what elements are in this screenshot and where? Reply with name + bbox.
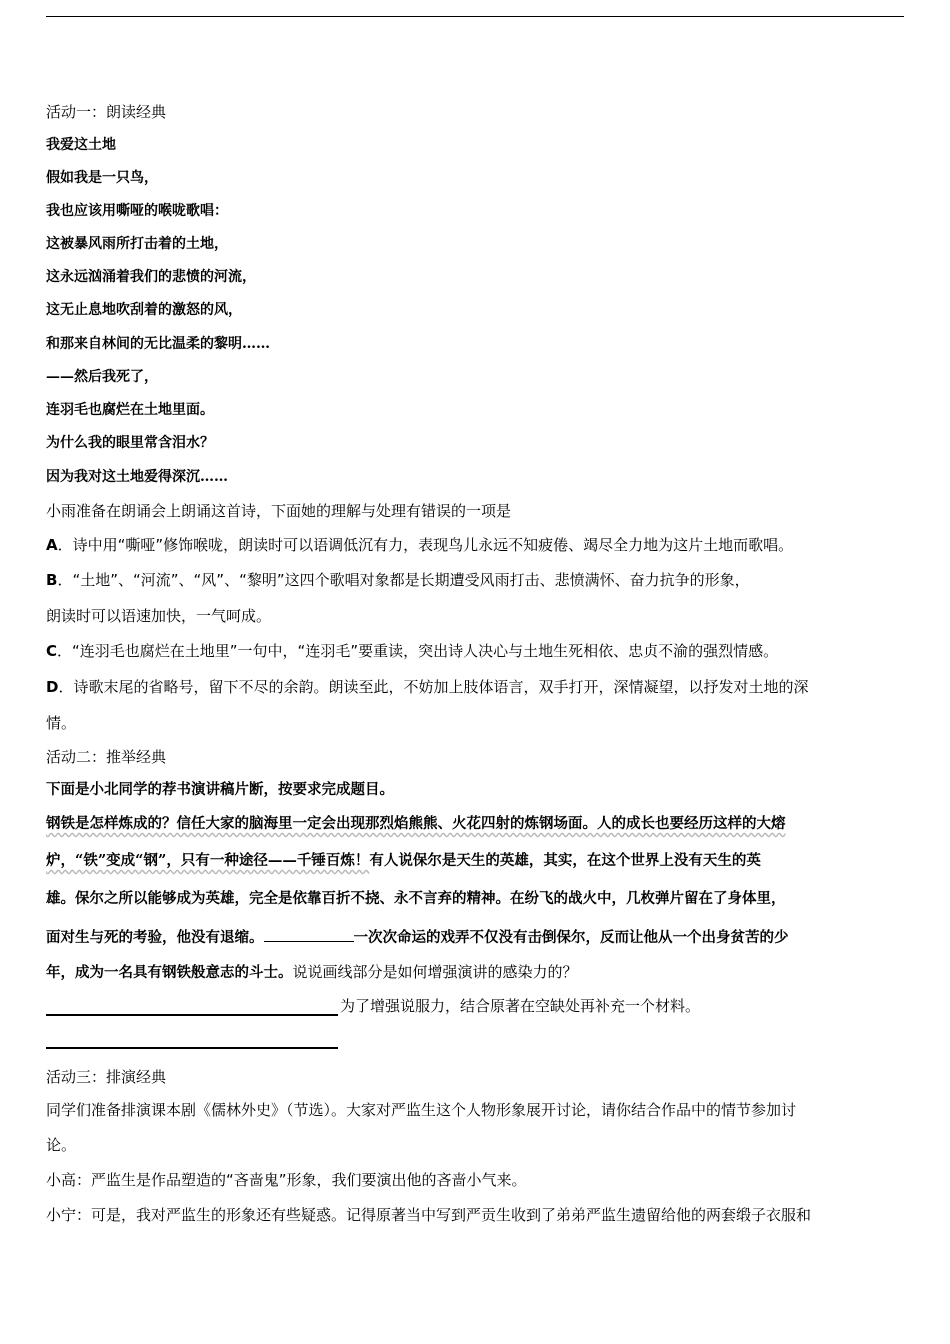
option-c[interactable] — [46, 641, 778, 661]
option-b[interactable] — [46, 570, 750, 590]
poem-line: 这永远汹涌着我们的悲愤的河流， — [46, 269, 256, 285]
poem-line: 这无止息地吹刮着的激怒的风， — [46, 302, 242, 318]
question-stem: 小雨准备在朗诵会上朗诵这首诗，下面她的理解与处理有错误的一项是 — [46, 502, 512, 520]
answer-blank-2[interactable] — [46, 1047, 338, 1049]
answer-blank-1[interactable] — [46, 1014, 338, 1016]
option-text: ．“连羽毛也腐烂在土地里”一句中，“连羽毛”要重读，突出诗人决心与土地生死相依、忠贞不渝的强烈情感。 — [57, 642, 779, 660]
speech-line-1 — [46, 814, 786, 834]
poem-line: 和那来自林间的无比温柔的黎明…… — [46, 336, 270, 352]
poem-line: 因为我对这土地爱得深沉…… — [46, 469, 228, 485]
option-text: ．诗中用“嘶哑”修饰喉咙，朗读时可以语调低沉有力，表现鸟儿永远不知疲倦、竭尽全力地为这片土地而歌唱。 — [57, 536, 794, 554]
option-d-continued: 情。 — [46, 714, 77, 732]
activity3-para-1-continued: 论。 — [46, 1136, 77, 1154]
speech-text: 有人说保尔是天生的英雄，其实，在这个世界上没有天生的英 — [369, 852, 761, 869]
speech-text: 面对生与死的考验，他没有退缩。 — [46, 929, 264, 946]
poem-title: 我爱这土地 — [46, 137, 116, 153]
speech-line-2 — [46, 851, 761, 871]
option-d[interactable] — [46, 677, 808, 697]
underlined-text: 钢铁是怎样炼成的？信任大家的脑海里一定会出现那烈焰熊熊、火花四射的炼钢场面。人的成长也要经历这样的大熔 — [46, 815, 786, 832]
speech-text: 一次次命运的戏弄不仅没有击倒保尔，反而让他从一个出身贫苦的少 — [353, 929, 789, 946]
speech-line-5 — [46, 962, 578, 983]
speech-text: 年，成为一名具有钢铁般意志的斗士。 — [46, 964, 293, 981]
option-letter: C — [46, 642, 58, 660]
header-rule — [46, 16, 904, 17]
activity3-para-3: 小宁：可是，我对严监生的形象还有些疑惑。记得原著当中写到严贡生收到了弟弟严监生遗留给他的两套缎子衣服和 — [46, 1206, 812, 1224]
poem-line: 连羽毛也腐烂在土地里面。 — [46, 402, 214, 418]
activity2-heading: 活动二：推举经典 — [46, 748, 167, 766]
task2-text: 为了增强说服力，结合原著在空缺处再补充一个材料。 — [340, 997, 701, 1015]
speech-line-3: 雄。保尔之所以能够成为英雄，完全是依靠百折不挠、永不言弃的精神。在纷飞的战火中，几枚弹片留在了身体里， — [46, 890, 786, 907]
option-letter: D — [46, 678, 59, 696]
activity3-para-2: 小高：严监生是作品塑造的“吝啬鬼”形象，我们要演出他的吝啬小气来。 — [46, 1171, 527, 1189]
poem-line: ——然后我死了， — [46, 369, 158, 385]
poem-line: 为什么我的眼里常含泪水？ — [46, 435, 214, 451]
poem-line: 我也应该用嘶哑的喉咙歌唱： — [46, 203, 228, 219]
option-text: ．“土地”、“河流”、“风”、“黎明”这四个歌唱对象都是长期遭受风雨打击、悲愤满怀、奋力抗争的形象， — [57, 571, 750, 589]
activity1-heading: 活动一：朗读经典 — [46, 103, 167, 121]
poem-line: 这被暴风雨所打击着的土地， — [46, 236, 228, 252]
poem-line: 假如我是一只鸟， — [46, 170, 158, 186]
activity2-intro: 下面是小北同学的荐书演讲稿片断，按要求完成题目。 — [46, 781, 394, 798]
activity3-heading: 活动三：排演经典 — [46, 1068, 167, 1086]
option-letter: A — [46, 536, 58, 554]
speech-line-4 — [46, 926, 789, 948]
question-text: 说说画线部分是如何增强演讲的感染力的？ — [292, 963, 578, 981]
underlined-text: 炉，“铁”变成“钢”，只有一种途径——千锤百炼！ — [46, 852, 370, 869]
fill-blank[interactable] — [264, 926, 354, 942]
option-a[interactable] — [46, 535, 793, 555]
option-b-continued: 朗读时可以语速加快，一气呵成。 — [46, 607, 272, 625]
activity3-para-1: 同学们准备排演课本剧《儒林外史》（节选）。大家对严监生这个人物形象展开讨论，请你结合作品中的情节参加讨 — [46, 1101, 797, 1119]
option-text: ．诗歌末尾的省略号，留下不尽的余韵。朗读至此，不妨加上肢体语言，双手打开，深情凝望，以抒发对土地的深 — [58, 678, 809, 696]
option-letter: B — [46, 571, 58, 589]
